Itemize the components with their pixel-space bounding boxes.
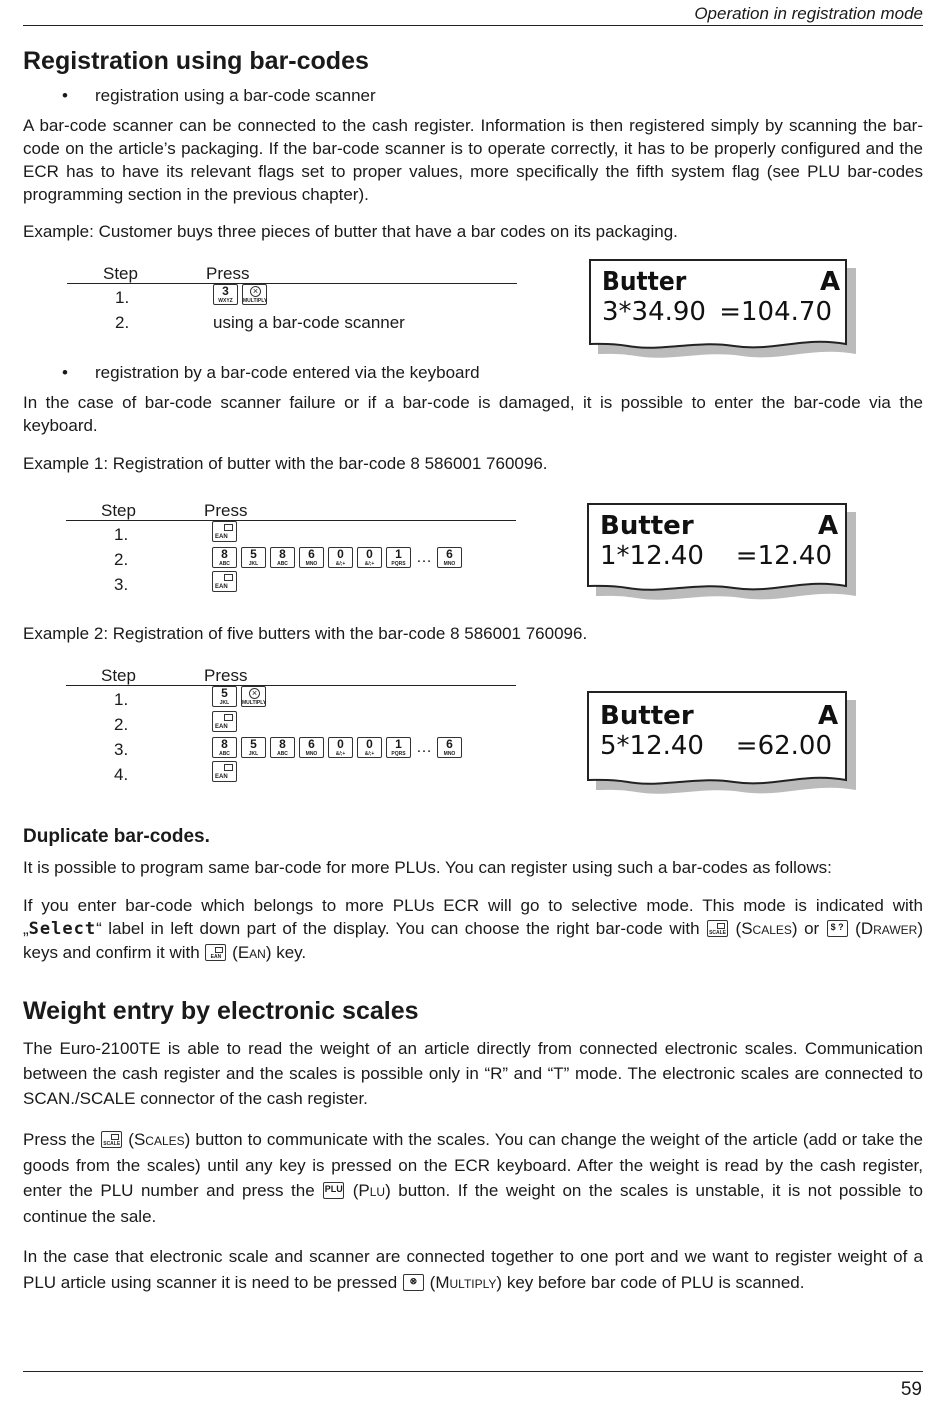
digit-key: 5 JKL	[212, 686, 237, 707]
select-label: Select	[28, 919, 97, 939]
digit-key: 0 &/;+	[357, 547, 382, 568]
steps-table-1: Step Press 1. 3 WXYZ × MULTIPLY 2. using a bar-code scanner	[67, 262, 517, 334]
step-row: 4. EAN	[66, 761, 516, 786]
display-total: =62.00	[735, 731, 832, 761]
digit-key: 8 ABC	[212, 547, 237, 568]
step-row: 1. 3 WXYZ × MULTIPLY	[115, 284, 268, 307]
multiply-key: × MULTIPLY	[243, 286, 268, 304]
drawer-key-icon: $ ?	[827, 920, 848, 937]
display-total: =104.70	[719, 297, 832, 327]
receipt-display-2	[586, 502, 856, 600]
ean-key: EAN	[212, 571, 237, 592]
step-row: 1. EAN	[66, 521, 516, 546]
digit-key: 6 MNO	[437, 737, 462, 758]
multiply-icon: ×	[249, 688, 260, 699]
footer-rule	[23, 1371, 923, 1372]
digit-key: 5 JKL	[241, 547, 266, 568]
plu-key-icon: PLU	[323, 1182, 344, 1199]
para-scales-intro: The Euro-2100TE is able to read the weight of an article directly from connected electronic scales. Communication between the cash register and the scales is possible only in “R” and “T” mode. The electronic scales are connected to SCAN./SCALE connector of the cash register.	[23, 1039, 923, 1108]
ean-key-icon: EAN	[205, 944, 226, 961]
display-tax-group: A	[818, 701, 839, 731]
step-row: 2. EAN	[66, 711, 516, 736]
bullet-keyboard: • registration by a bar-code entered via the keyboard	[62, 363, 480, 382]
steps-table-3: Step Press 1. 5 JKL × MULTIPLY 2. EAN 3. 8 ABC 5 JKL 8 ABC 6 MNO 0 &/;+ 0 &/;+ 1 PQRS … 6 MNO 4. EAN	[66, 664, 516, 786]
receipt-display-1	[588, 258, 856, 358]
step-row: 3. EAN	[66, 571, 516, 596]
step-row: 2. using a bar-code scanner	[115, 313, 405, 332]
digit-key: 0 &/;+	[328, 737, 353, 758]
digit-key: 5 JKL	[241, 737, 266, 758]
ean-key: EAN	[212, 711, 237, 732]
digit-key: 6 MNO	[299, 737, 324, 758]
example2-intro: Example 2: Registration of five butters with the bar-code 8 586001 760096.	[23, 624, 588, 643]
para-scanner-intro: A bar-code scanner can be connected to the cash register. Information is then registered simply by scanning the bar-code on the article’s packaging. If the bar-code scanner is to operate correctly, it has to be properly configured and the ECR has to have its relevant flags set to proper values, more specifically the fifth system flag (see PLU bar-codes programming section in the previous chapter).	[23, 116, 923, 204]
digit-key: 0 &/;+	[328, 547, 353, 568]
display-tax-group: A	[820, 267, 841, 297]
para-duplicate-intro: It is possible to program same bar-code for more PLUs. You can register using such a bar-codes as follows:	[23, 858, 832, 877]
display-item-name: Butter	[602, 267, 687, 297]
display-qty-price: 1*12.40	[600, 541, 704, 571]
display-qty-price: 3*34.90	[602, 297, 706, 327]
multiply-key: × MULTIPLY	[242, 688, 267, 706]
display-tax-group: A	[818, 511, 839, 541]
para-scales-press: Press the SCALE (Scales) button to communicate with the scales. You can change the weight of the article (add or take the goods from the scales) until any key is pressed on the ECR keyboard. After the weight is read by the cash register, enter the PLU number and press the PLU (Plu) button. If the weight on the scales is unstable, it is not possible to continue the sale.	[23, 1130, 923, 1226]
para-duplicate-select: If you enter bar-code which belongs to more PLUs ECR will go to selective mode. This mode is indicated with „Select“ label in left down part of the display. You can choose the right bar-code with SCALE (Scales) or $ ? (Drawer) keys and confirm it with EAN (Ean) key.	[23, 896, 923, 962]
multiply-icon: ×	[250, 286, 261, 297]
ean-key: EAN	[212, 761, 237, 782]
section-title-scales: Weight entry by electronic scales	[23, 997, 419, 1025]
bullet-scanner: • registration using a bar-code scanner	[62, 86, 376, 105]
ean-key: EAN	[212, 521, 237, 542]
scales-key-icon: SCALE	[101, 1131, 122, 1148]
digit-key: 1 PQRS	[386, 547, 411, 568]
digit-key: 8 ABC	[212, 737, 237, 758]
scales-key-icon: SCALE	[707, 920, 728, 937]
para-scales-scanner: In the case that electronic scale and scanner are connected together to one port and we want to register weight of a PLU article using scanner it is need to be pressed ⊗ (Multiply) key before bar code of PLU is scanned.	[23, 1247, 923, 1292]
para-keyboard-entry: In the case of bar-code scanner failure or if a bar-code is damaged, it is possible to enter the bar-code via the keyboard.	[23, 393, 923, 435]
digit-key: 6 MNO	[299, 547, 324, 568]
step-row: 2. 8 ABC 5 JKL 8 ABC 6 MNO 0 &/;+ 0 &/;+ 1 PQRS … 6 MNO	[66, 546, 516, 571]
display-total: =12.40	[735, 541, 832, 571]
digit-key: 8 ABC	[270, 547, 295, 568]
display-qty-price: 5*12.40	[600, 731, 704, 761]
receipt-display-3	[586, 690, 856, 804]
section-title-barcodes: Registration using bar-codes	[23, 47, 369, 75]
digit-key: 8 ABC	[270, 737, 295, 758]
steps-table-2: Step Press 1. EAN 2. 8 ABC 5 JKL 8 ABC 6 MNO 0 &/;+ 0 &/;+ 1 PQRS … 6 MNO 3. EAN	[66, 499, 516, 596]
example1-intro: Example 1: Registration of butter with the bar-code 8 586001 760096.	[23, 454, 548, 473]
example-intro: Example: Customer buys three pieces of butter that have a bar codes on its packaging.	[23, 222, 678, 241]
digit-key: 6 MNO	[437, 547, 462, 568]
display-item-name: Butter	[600, 511, 694, 541]
page-number: 59	[900, 1379, 922, 1400]
step-row: 1. 5 JKL × MULTIPLY	[114, 686, 267, 709]
subsection-title-duplicate: Duplicate bar-codes.	[23, 826, 210, 847]
multiply-key-icon: ⊗	[403, 1274, 424, 1291]
digit-key: 1 PQRS	[386, 737, 411, 758]
digit-key: 3 WXYZ	[213, 284, 238, 305]
digit-key: 0 &/;+	[357, 737, 382, 758]
display-item-name: Butter	[600, 701, 694, 731]
running-header: Operation in registration mode	[23, 4, 923, 26]
step-row: 3. 8 ABC 5 JKL 8 ABC 6 MNO 0 &/;+ 0 &/;+ 1 PQRS … 6 MNO	[66, 736, 516, 761]
